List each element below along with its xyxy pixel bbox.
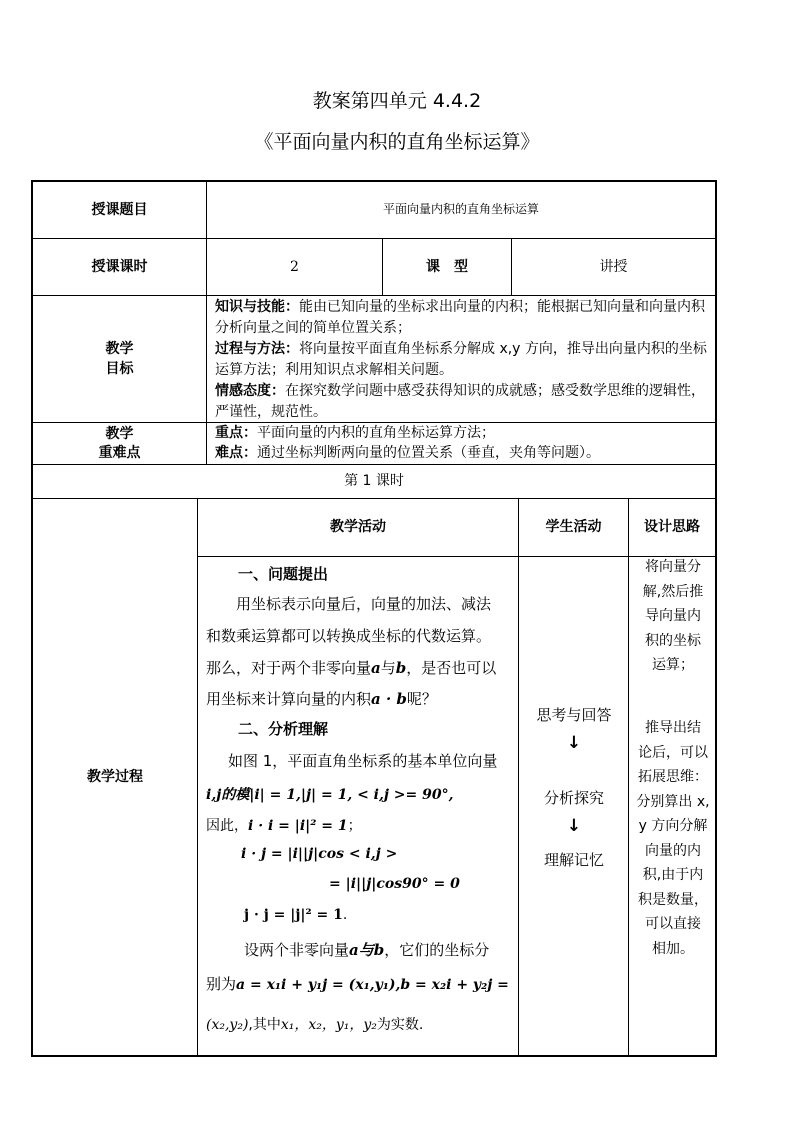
- section-heading-2: 二、分析理解: [238, 720, 329, 738]
- objective-knowledge: 知识与技能：能由已知向量的坐标求出向量的内积；能根据已知向量和向量内积分析向量之间的简单位置关系；: [215, 299, 705, 336]
- math-line: j · j = |j|² = 1.: [244, 907, 348, 923]
- key-label-line2: 重难点: [98, 444, 141, 461]
- document-title: 教案第四单元 4.4.2: [312, 90, 482, 112]
- math-line: i,j的模|i| = 1,|j| = 1, < i,j >= 90°,: [206, 787, 454, 803]
- arrow-down-icon: ↓: [566, 733, 582, 753]
- type-label: 课 型: [426, 258, 468, 275]
- objectives-label-line2: 目标: [105, 361, 134, 377]
- objective-emotion: 情感态度：在探究数学问题中感受获得知识的成就感；感受数学思维的逻辑性，严谨性，规范性。: [215, 383, 705, 420]
- objectives-label: [33, 296, 206, 422]
- student-step-analyze: 分析探究: [543, 789, 604, 807]
- activity-text: 用坐标来计算向量的内积a · b呢？: [206, 690, 437, 708]
- difficulty-point: 难点：通过坐标判断两向量的位置关系（垂直，夹角等问题）。: [215, 445, 600, 461]
- activity-text: 如图 1，平面直角坐标系的基本单位向量: [228, 752, 498, 770]
- topic-value: 平面向量内积的直角坐标运算: [382, 202, 539, 217]
- document-subtitle: 《平面向量内积的直角坐标运算》: [254, 131, 540, 153]
- key-point: 重点：平面向量的内积的直角坐标运算方法；: [215, 425, 495, 441]
- col-divider: [628, 498, 629, 1056]
- col-header-teaching: 教学活动: [330, 519, 386, 536]
- objectives-label-line1: 教学: [105, 340, 134, 357]
- activity-text: 和数乘运算都可以转换成坐标的代数运算。: [206, 627, 492, 645]
- key-label-line1: 教学: [105, 426, 134, 443]
- student-step-think: 思考与回答: [536, 706, 612, 724]
- student-step-memorize: 理解记忆: [543, 851, 604, 869]
- col-divider: [197, 498, 198, 1056]
- math-line: i · j = |i||j|cos < i,j >: [241, 846, 398, 862]
- lesson-number: 第 1 课时: [344, 473, 404, 490]
- design-note-1: 将向量分 解,然后推 导向量内 积的坐标 运算；: [642, 559, 704, 673]
- hours-value: 2: [290, 258, 299, 275]
- key-points-label: [33, 423, 206, 464]
- math-line: 别为a = x₁i + y₁j = (x₁,y₁),b = x₂i + y₂j =: [206, 975, 509, 993]
- activity-text: 用坐标表示向量后，向量的加法、减法: [236, 595, 492, 613]
- math-line: 因此，i · i = |i|² = 1；: [206, 818, 362, 834]
- math-line: (x₂,y₂),其中x₁，x₂，y₁，y₂为实数.: [206, 1017, 424, 1033]
- activity-text: 设两个非零向量a与b，它们的坐标分: [244, 941, 490, 959]
- objective-process: 过程与方法：将向量按平面直角坐标系分解成 x,y 方向，推导出向量内积的坐标运算方法；利用知识点求解相关问题。: [215, 341, 707, 378]
- topic-label: 授课题目: [91, 201, 148, 218]
- section-heading-1: 一、问题提出: [238, 565, 329, 583]
- type-value: 讲授: [599, 258, 628, 275]
- objectives-content: [215, 297, 711, 423]
- design-note-2: 推导出结 论后，可以 拓展思维： 分别算出 x, y 方向分解 向量的内 积,由于内 积是数量， 可以直接 相加。: [636, 720, 710, 957]
- col-header-student: 学生活动: [545, 519, 602, 536]
- table-border-bottom: [31, 1055, 717, 1057]
- activity-text: 那么，对于两个非零向量a与b，是否也可以: [206, 659, 497, 677]
- col-header-design: 设计思路: [644, 519, 700, 536]
- arrow-down-icon: ↓: [566, 816, 582, 836]
- hours-label: 授课课时: [91, 258, 148, 275]
- key-points-content: [215, 423, 711, 463]
- math-line: = |i||j|cos90° = 0: [329, 876, 460, 892]
- process-label: 教学过程: [87, 768, 143, 785]
